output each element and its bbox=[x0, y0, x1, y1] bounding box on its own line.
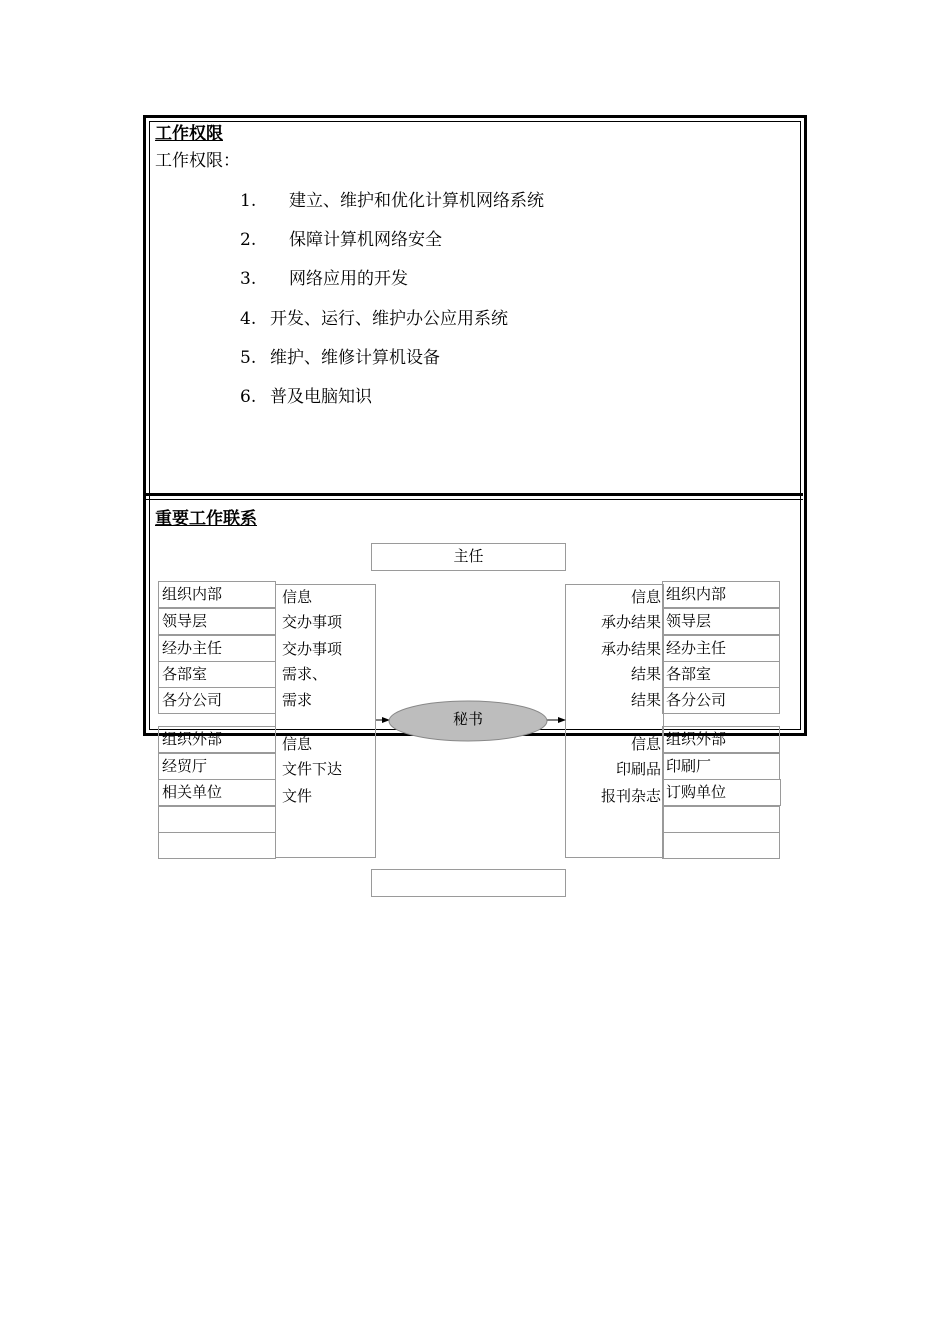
authority-item: 4. 开发、运行、维护办公应用系统 bbox=[240, 309, 508, 329]
right-internal-cell: 各分公司 bbox=[662, 687, 780, 714]
right-internal-cell: 组织内部 bbox=[662, 581, 780, 608]
right-flow-label: 结果 bbox=[630, 665, 661, 683]
right-external-cell: 订购单位 bbox=[662, 779, 781, 806]
left-flow-label: 信息 bbox=[282, 588, 313, 606]
left-external-cell: 经贸厅 bbox=[158, 753, 276, 780]
authority-item: 1. 建立、维护和优化计算机网络系统 bbox=[240, 191, 544, 211]
relations-title: 重要工作联系 bbox=[155, 509, 257, 529]
director-label: 主任 bbox=[453, 547, 484, 565]
authority-title: 工作权限 bbox=[155, 124, 223, 144]
authority-item: 2. 保障计算机网络安全 bbox=[240, 230, 442, 250]
right-internal-cell: 经办主任 bbox=[662, 635, 780, 662]
right-flow-label: 结果 bbox=[630, 691, 661, 709]
right-flow-label: 印刷品 bbox=[615, 760, 661, 778]
left-external-cell: 组织外部 bbox=[158, 726, 276, 753]
left-internal-cell: 经办主任 bbox=[158, 635, 276, 662]
authority-item: 6. 普及电脑知识 bbox=[240, 387, 372, 407]
authority-item: 3. 网络应用的开发 bbox=[240, 269, 408, 289]
secretary-label: 秘书 bbox=[452, 710, 483, 728]
left-flow-label: 需求 bbox=[282, 691, 313, 709]
right-flow-label: 承办结果 bbox=[600, 613, 661, 631]
right-flow-label: 信息 bbox=[630, 588, 661, 606]
authority-intro: 工作权限： bbox=[155, 151, 240, 171]
right-internal-cell: 各部室 bbox=[662, 661, 780, 688]
right-internal-cell: 领导层 bbox=[662, 608, 780, 635]
left-flow-label: 文件下达 bbox=[282, 760, 343, 778]
left-flow-label: 交办事项 bbox=[282, 613, 343, 631]
authority-item: 5. 维护、维修计算机设备 bbox=[240, 348, 440, 368]
left-flow-label: 信息 bbox=[282, 735, 313, 753]
right-flow-label: 信息 bbox=[630, 735, 661, 753]
right-external-cell: 印刷厂 bbox=[662, 753, 780, 780]
left-flow-label: 交办事项 bbox=[282, 640, 343, 658]
left-flow-label: 文件 bbox=[282, 787, 313, 805]
left-internal-cell: 领导层 bbox=[158, 608, 276, 635]
right-external-cell: 组织外部 bbox=[662, 726, 780, 753]
left-internal-cell: 组织内部 bbox=[158, 581, 276, 608]
left-flow-label: 需求、 bbox=[282, 665, 328, 683]
left-internal-cell: 各分公司 bbox=[158, 687, 276, 714]
right-flow-label: 承办结果 bbox=[600, 640, 661, 658]
left-external-cell: 相关单位 bbox=[158, 779, 276, 806]
right-flow-label: 报刊杂志 bbox=[600, 787, 661, 805]
left-internal-cell: 各部室 bbox=[158, 661, 276, 688]
